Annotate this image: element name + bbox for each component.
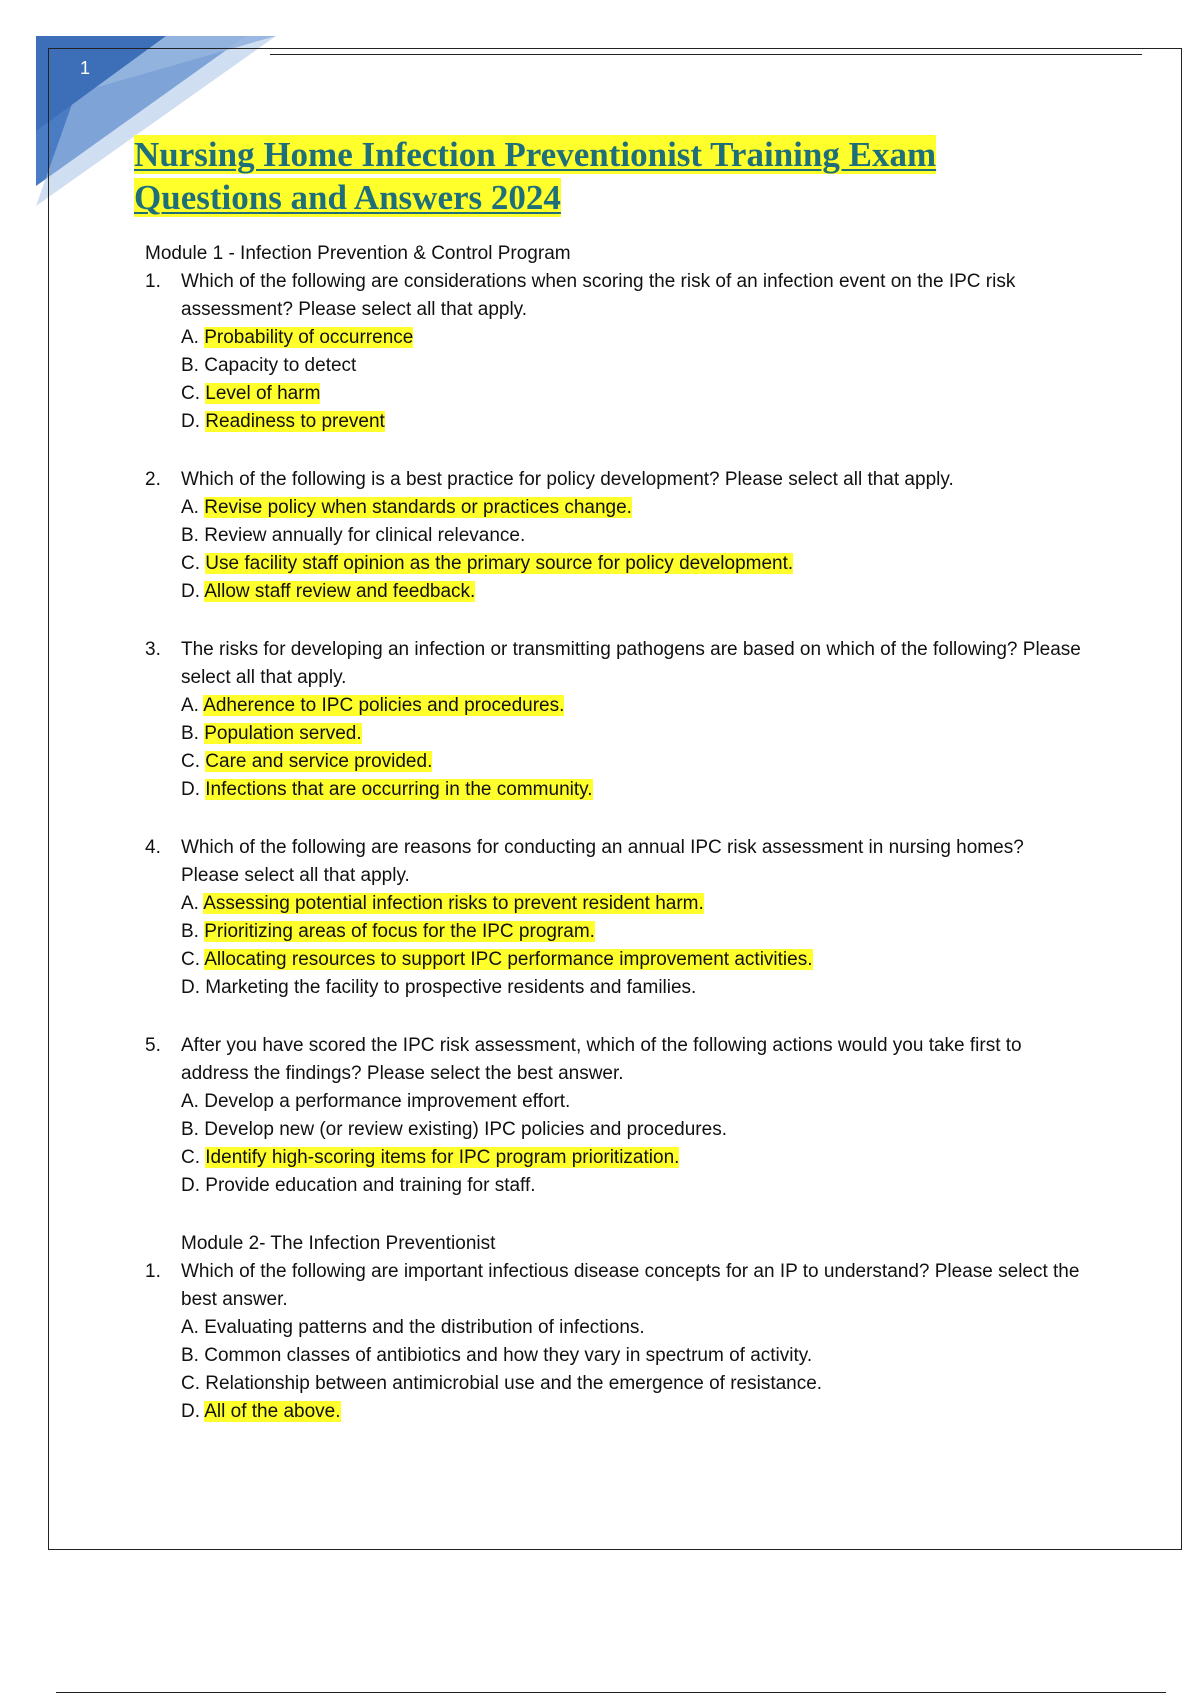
option-letter: D. [181,581,200,602]
answer-option [181,1116,1085,1144]
option-letter: A. [181,695,199,716]
answer-option [181,1342,1085,1370]
question-number: 3. [145,639,161,660]
option-text: Marketing the facility to prospective residents and families. [205,977,697,998]
option-letter: B. [181,723,199,744]
option-letter: A. [181,497,199,518]
answer-option [181,408,1085,436]
option-text: Relationship between antimicrobial use and the emergence of resistance. [205,1373,823,1394]
question-text: Which of the following are important infectious disease concepts for an IP to understand? Please select the best answer. [181,1261,1080,1310]
answer-option [181,748,1085,776]
answer-option [181,380,1085,408]
option-letter: A. [181,327,199,348]
page-number: 1 [80,58,91,78]
option-letter: C. [181,383,200,404]
title-line-2: Questions and Answers 2024 [134,178,561,217]
option-letter: B. [181,355,199,376]
option-letter: B. [181,1119,199,1140]
question-number: 1. [145,1261,161,1282]
question [145,834,1085,1002]
answer-option [181,578,1085,606]
option-letter: B. [181,921,199,942]
option-text-highlighted: Use facility staff opinion as the primary source for policy development. [205,553,794,574]
option-text-highlighted: Allow staff review and feedback. [204,581,476,602]
option-text-highlighted: Revise policy when standards or practices change. [204,497,632,518]
option-text: Capacity to detect [204,355,357,376]
answer-option [181,324,1085,352]
option-text-highlighted: Adherence to IPC policies and procedures. [203,695,565,716]
question [145,268,1085,436]
option-letter: D. [181,1401,200,1422]
option-letter: B. [181,1345,199,1366]
option-text-highlighted: Prioritizing areas of focus for the IPC program. [204,921,595,942]
question-number: 1. [145,271,161,292]
answer-option [181,1144,1085,1172]
option-text-highlighted: Readiness to prevent [205,411,385,432]
title-line-1: Nursing Home Infection Preventionist Training Exam [134,135,937,174]
option-text-highlighted: All of the above. [204,1401,341,1422]
answer-option [181,494,1085,522]
option-text-highlighted: Level of harm [205,383,321,404]
questions-content [145,240,1085,1456]
document-title [134,133,1034,219]
answer-option [181,720,1085,748]
option-letter: D. [181,411,200,432]
question [145,1032,1085,1200]
question-text: The risks for developing an infection or transmitting pathogens are based on which of the following? Please select all that apply. [181,639,1081,688]
answer-option [181,550,1085,578]
answer-option [181,974,1085,1002]
module-heading: Module 2- The Infection Preventionist [181,1233,496,1254]
footer-rule [56,1692,1166,1693]
option-letter: A. [181,1091,199,1112]
option-letter: A. [181,1317,199,1338]
question-number: 4. [145,837,161,858]
question [145,466,1085,606]
option-text: Develop a performance improvement effort. [204,1091,571,1112]
option-text-highlighted: Identify high-scoring items for IPC program prioritization. [205,1147,680,1168]
question-number: 2. [145,469,161,490]
option-text: Evaluating patterns and the distribution of infections. [204,1317,645,1338]
option-text: Common classes of antibiotics and how they vary in spectrum of activity. [204,1345,813,1366]
question-number: 5. [145,1035,161,1056]
option-letter: D. [181,977,200,998]
option-text-highlighted: Infections that are occurring in the community. [205,779,593,800]
option-text: Provide education and training for staff. [205,1175,536,1196]
question [145,636,1085,804]
option-text-highlighted: Probability of occurrence [204,327,414,348]
option-letter: C. [181,553,200,574]
question [145,1258,1085,1426]
option-letter: C. [181,751,200,772]
option-text: Develop new (or review existing) IPC policies and procedures. [204,1119,727,1140]
question-text: After you have scored the IPC risk assessment, which of the following actions would you take first to address the findings? Please select the best answer. [181,1035,1022,1084]
option-letter: A. [181,893,199,914]
module-heading: Module 1 - Infection Prevention & Control Program [145,243,571,264]
option-letter: C. [181,1373,200,1394]
option-letter: C. [181,949,200,970]
answer-option [181,946,1085,974]
option-letter: B. [181,525,199,546]
question-text: Which of the following is a best practice for policy development? Please select all that apply. [181,469,954,490]
option-text-highlighted: Population served. [204,723,362,744]
answer-option [181,890,1085,918]
answer-option [181,692,1085,720]
option-text-highlighted: Allocating resources to support IPC performance improvement activities. [204,949,813,970]
option-text-highlighted: Care and service provided. [205,751,433,772]
option-letter: D. [181,1175,200,1196]
answer-option [181,918,1085,946]
answer-option [181,1370,1085,1398]
answer-option [181,352,1085,380]
option-letter: D. [181,779,200,800]
answer-option [181,1314,1085,1342]
answer-option [181,522,1085,550]
answer-option [181,1088,1085,1116]
question-text: Which of the following are considerations when scoring the risk of an infection event on the IPC risk assessment? Please select all that apply. [181,271,1016,320]
answer-option [181,1398,1085,1426]
answer-option [181,776,1085,804]
question-text: Which of the following are reasons for conducting an annual IPC risk assessment in nursing homes? Please select all that apply. [181,837,1024,886]
answer-option [181,1172,1085,1200]
option-letter: C. [181,1147,200,1168]
option-text-highlighted: Assessing potential infection risks to prevent resident harm. [203,893,704,914]
option-text: Review annually for clinical relevance. [204,525,526,546]
